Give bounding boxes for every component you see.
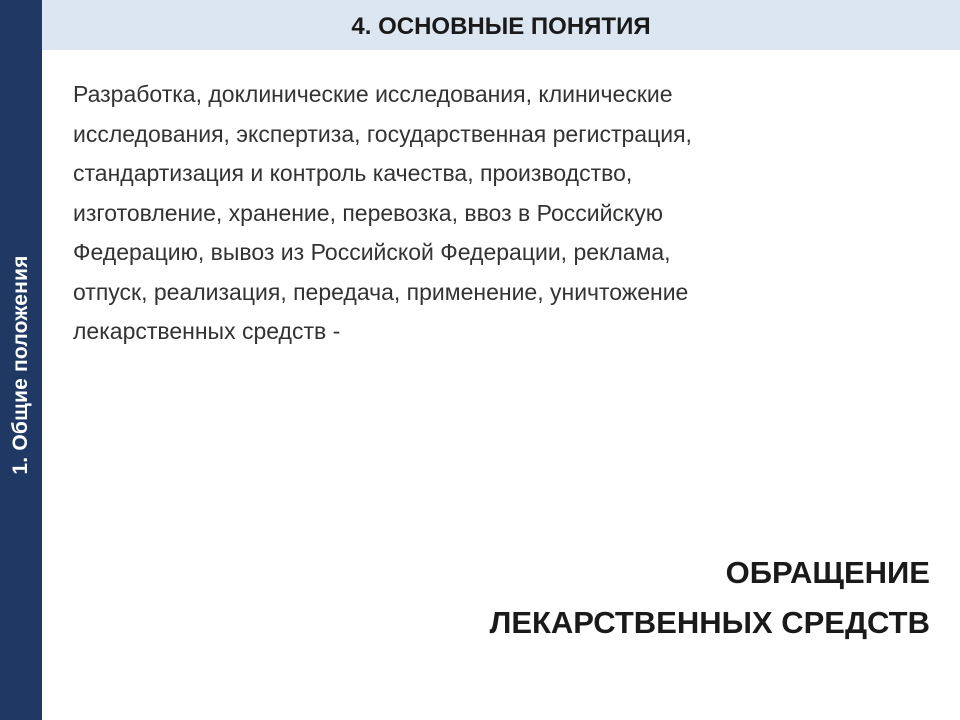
definition-line: стандартизация и контроль качества, производство, [73,160,633,186]
sidebar [0,0,42,720]
definition-line: Федерацию, вывоз из Российской Федерации, реклама, [73,239,671,265]
definition-line: Разработка, доклинические исследования, клинические [73,81,673,107]
sidebar-section-label: 1. Общие положения [9,255,32,475]
definition-line: лекарственных средств - [73,318,341,344]
definition-line: исследования, экспертиза, государственная регистрация, [73,120,692,147]
term-line: ЛЕКАРСТВЕННЫХ СРЕДСТВ [489,605,930,640]
definition-text [73,75,873,352]
term-line: ОБРАЩЕНИЕ [725,555,930,590]
definition-line: изготовление, хранение, перевозка, ввоз в Российскую [73,199,664,226]
defined-term [490,548,930,648]
definition-line: отпуск, реализация, передача, применение, уничтожение [73,278,689,305]
page-title: 4. ОСНОВНЫЕ ПОНЯТИЯ [351,13,651,40]
header-bar [42,0,960,50]
